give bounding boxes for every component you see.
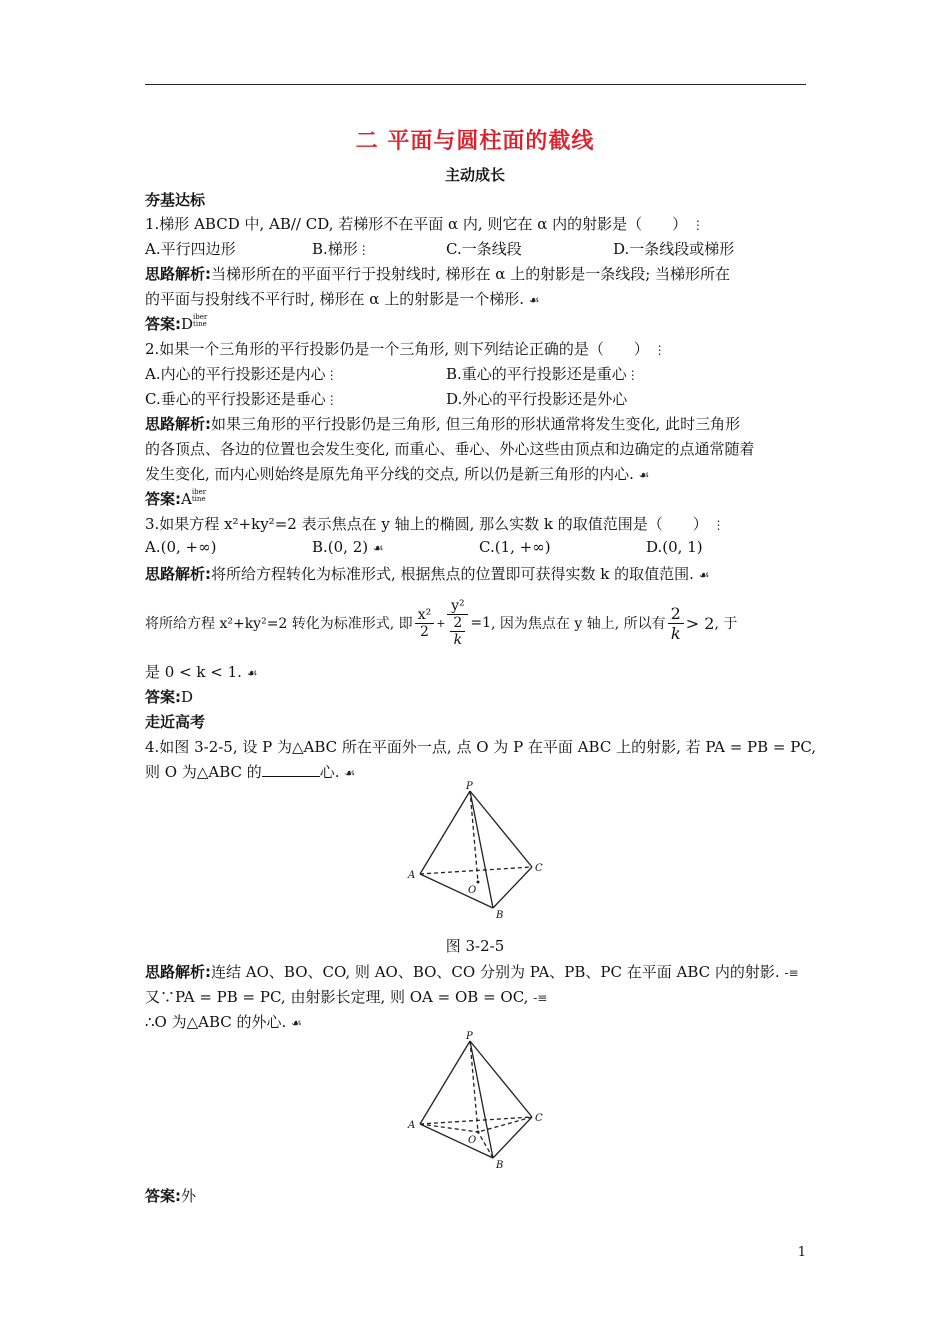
q1-option-a: A.平行四边形 [145,240,236,258]
q3-option-a: A.(0, +∞) [145,538,217,556]
q2-answer-label: 答案: [145,490,181,508]
q1-answer-label: 答案: [145,315,181,333]
q1-colon-mark: ⋮ [691,218,704,232]
q2-analysis-text-1: 如果三角形的平行投影仍是三角形, 但三角形的形状通常将发生变化, 此时三角形 [211,415,741,433]
q2-analysis-line-3 [145,463,649,484]
label-c: C [535,863,543,874]
q4-stem-text-2b: 心. [319,763,340,781]
q3-answer [145,686,193,707]
q2-option-c-mark: ⋮ [325,393,338,407]
q3-analysis-text-3: 是 0 < k < 1. [145,663,242,681]
q3-answer-label: 答案: [145,688,181,706]
q3-option-b-text: B.(0, 2) [312,538,369,556]
q4-analysis-text-3: ∴O 为△ABC 的外心. [145,1013,287,1031]
fraction-x2-over-2 [415,607,435,640]
section-heading-basic: 夯基达标 [145,191,206,209]
q2-analysis-line-2: 的各顶点、各边的位置也会发生变化, 而重心、垂心、外心这些由顶点和边确定的点通常随着 [145,440,755,458]
q1-answer-mark [193,314,207,328]
edge-ab [420,874,493,908]
q4-analysis-text-1: 连结 AO、BO、CO, 则 AO、BO、CO 分别为 PA、PB、PC 在平面 ABC 内的射影. [211,963,780,981]
q3-stem [145,513,725,534]
fraction-y2-over-2k [447,598,468,648]
q3-analysis-text-1: 将所给方程转化为标准形式, 根据焦点的位置即可获得实数 k 的取值范围. [211,565,694,583]
q4-analysis-mark-2: -≡ [533,991,548,1005]
q2-end-mark: ☙ [638,468,650,482]
q2-colon-mark: ⋮ [653,343,666,357]
q2-answer-mark-sup: iber [191,488,207,496]
q2-answer-mark [192,489,206,503]
edge-ac-hidden [420,867,532,874]
page-title: 二 平面与圆柱面的截线 [355,129,595,154]
q3-answer-value: D [181,688,194,706]
label-a: A [408,870,416,881]
pyramid-figure-1 [400,778,560,923]
page-subtitle: 主动成长 [444,166,505,184]
q1-analysis-text-1: 当梯形所在的平面平行于投射线时, 梯形在 α 上的射影是一条线段; 当梯形所在 [211,265,731,283]
q2-option-c-text: C.垂心的平行投影还是垂心 [145,390,326,408]
q1-answer [145,313,207,334]
q1-answer-value: D [181,315,194,333]
q4-analysis-line-1 [145,961,799,982]
label2-b: B [496,1160,504,1171]
q2-option-b-text: B.重心的平行投影还是重心 [446,365,627,383]
q3-analysis-line-3 [145,661,257,682]
q1-analysis-text-2: 的平面与投射线不平行时, 梯形在 α 上的射影是一个梯形. [145,290,524,308]
label2-c: C [535,1113,543,1124]
q3-equation-tail: , 于 [714,616,738,632]
q2-option-a-text: A.内心的平行投影还是内心 [145,365,326,383]
q4-analysis-line-2 [145,986,547,1007]
q2-analysis-label: 思路解析: [145,415,211,433]
q4-answer-label: 答案: [145,1187,181,1205]
edge2-pc [470,1041,532,1117]
q1-answer-mark-sub: tine [193,320,207,328]
q4-analysis-text-2: 又∵PA = PB = PC, 由射影长定理, 则 OA = OB = OC, [145,988,529,1006]
fraction-2-over-k-denominator: k [670,623,681,643]
q2-option-b [446,363,639,384]
q1-stem-text: 1.梯形 ABCD 中, AB// CD, 若梯形不在平面 α 内, 则它在 α 内的射影是（ ） [145,215,688,233]
answer-blank [262,762,320,777]
q4-analysis-end-mark: ☙ [291,1016,302,1030]
q3-equation-lead: 将所给方程 x²+ky²=2 转化为标准形式, 即 [145,616,413,632]
q1-option-b [312,238,370,259]
fraction-numerator-y2: y² [447,598,468,615]
q2-answer-value: A [181,490,192,508]
q3-analysis-line-1 [145,563,709,584]
q2-option-d: D.外心的平行投影还是外心 [446,390,628,408]
inner-fraction-2-over-k [450,615,465,648]
q2-analysis-text-3: 发生变化, 而内心则始终是原先角平分线的交点, 所以仍是新三角形的内心. [145,465,634,483]
q2-answer [145,488,206,509]
fraction-denominator-2-over-k [447,615,468,648]
label2-o: O [468,1135,477,1146]
q4-stem-line-1: 4.如图 3-2-5, 设 P 为△ABC 所在平面外一点, 点 O 为 P 在平面 ABC 上的射影, 若 PA = PB = PC, [145,738,817,756]
q1-option-c: C.一条线段 [446,240,522,258]
header-rule [145,84,806,85]
fraction-numerator-x2: x² [415,607,435,624]
q4-stem-line-2 [145,761,355,782]
q1-analysis-label: 思路解析: [145,265,211,283]
fraction-denominator-2: 2 [419,623,429,640]
inner-denominator-k: k [453,632,463,648]
q3-colon-mark: ⋮ [712,518,725,532]
page-number: 1 [797,1245,806,1260]
edge-pc [470,791,532,867]
q4-stem-text-2: 则 O 为△ABC 的 [145,763,262,781]
q3-option-b [312,538,384,556]
q3-option-d: D.(0, 1) [646,538,703,556]
fraction-2-over-k-numerator: 2 [668,604,684,624]
q1-option-d: D.一条线段或梯形 [613,240,735,258]
equation-plus: + [436,616,446,630]
q2-stem-text: 2.如果一个三角形的平行投影仍是一个三角形, 则下列结论正确的是（ ） [145,340,649,358]
label-o: O [468,885,477,896]
q1-answer-mark-sup: iber [193,313,208,321]
q1-analysis-line-1 [145,263,730,284]
edge-po-hidden [470,791,478,882]
q2-analysis-line-1 [145,413,740,434]
q2-option-c [145,388,338,409]
q3-option-b-mark: ☙ [372,541,384,555]
label2-p: P [466,1031,473,1042]
q4-stem-end-mark: ☙ [344,766,356,780]
q2-option-a [145,363,338,384]
edge2-pa [420,1041,470,1124]
point-o [477,881,480,884]
edge-pa [420,791,470,874]
q2-option-b-mark: ⋮ [626,368,639,382]
inner-numerator-2: 2 [450,615,465,632]
q2-option-a-mark: ⋮ [325,368,338,382]
q3-analysis-end-mark: ☙ [698,568,710,582]
section-heading-exam: 走近高考 [145,713,206,731]
fraction-2-over-k [668,604,684,643]
q3-equation-line [145,588,737,658]
equation-equals-one: =1 [470,615,491,631]
edge2-ac-hidden [420,1117,532,1124]
q3-option-c: C.(1, +∞) [479,538,551,556]
point2-o [477,1131,480,1134]
q3-equation-middle: , 因为焦点在 y 轴上, 所以有 [490,616,666,632]
label-p: P [466,781,473,792]
q1-stem [145,213,704,234]
label-b: B [496,910,504,921]
q2-answer-mark-sub: tine [191,495,206,503]
q3-end-mark: ☙ [246,666,258,680]
q3-analysis-label: 思路解析: [145,565,211,583]
edge2-po-hidden [470,1041,478,1132]
q3-stem-text: 3.如果方程 x²+ky²=2 表示焦点在 y 轴上的椭圆, 那么实数 k 的取值范围是（ ） [145,515,708,533]
q2-stem [145,338,666,359]
q1-option-b-text: B.梯形 [312,240,358,258]
q4-analysis-line-3 [145,1011,302,1032]
q1-analysis-line-2 [145,288,540,309]
figure-caption: 图 3-2-5 [445,937,505,955]
q4-answer [145,1185,196,1206]
label2-a: A [408,1120,416,1131]
edge-bc [493,867,532,908]
q4-analysis-label: 思路解析: [145,963,211,981]
pyramid-figure-2 [400,1028,560,1173]
q4-answer-value: 外 [181,1187,197,1205]
edge2-bc [493,1117,532,1158]
q1-end-mark: ☙ [528,293,540,307]
q4-analysis-mark-1: -≡ [784,966,799,980]
q1-option-b-mark: ⋮ [357,243,370,257]
inequality-gt-2: > 2 [685,613,715,633]
